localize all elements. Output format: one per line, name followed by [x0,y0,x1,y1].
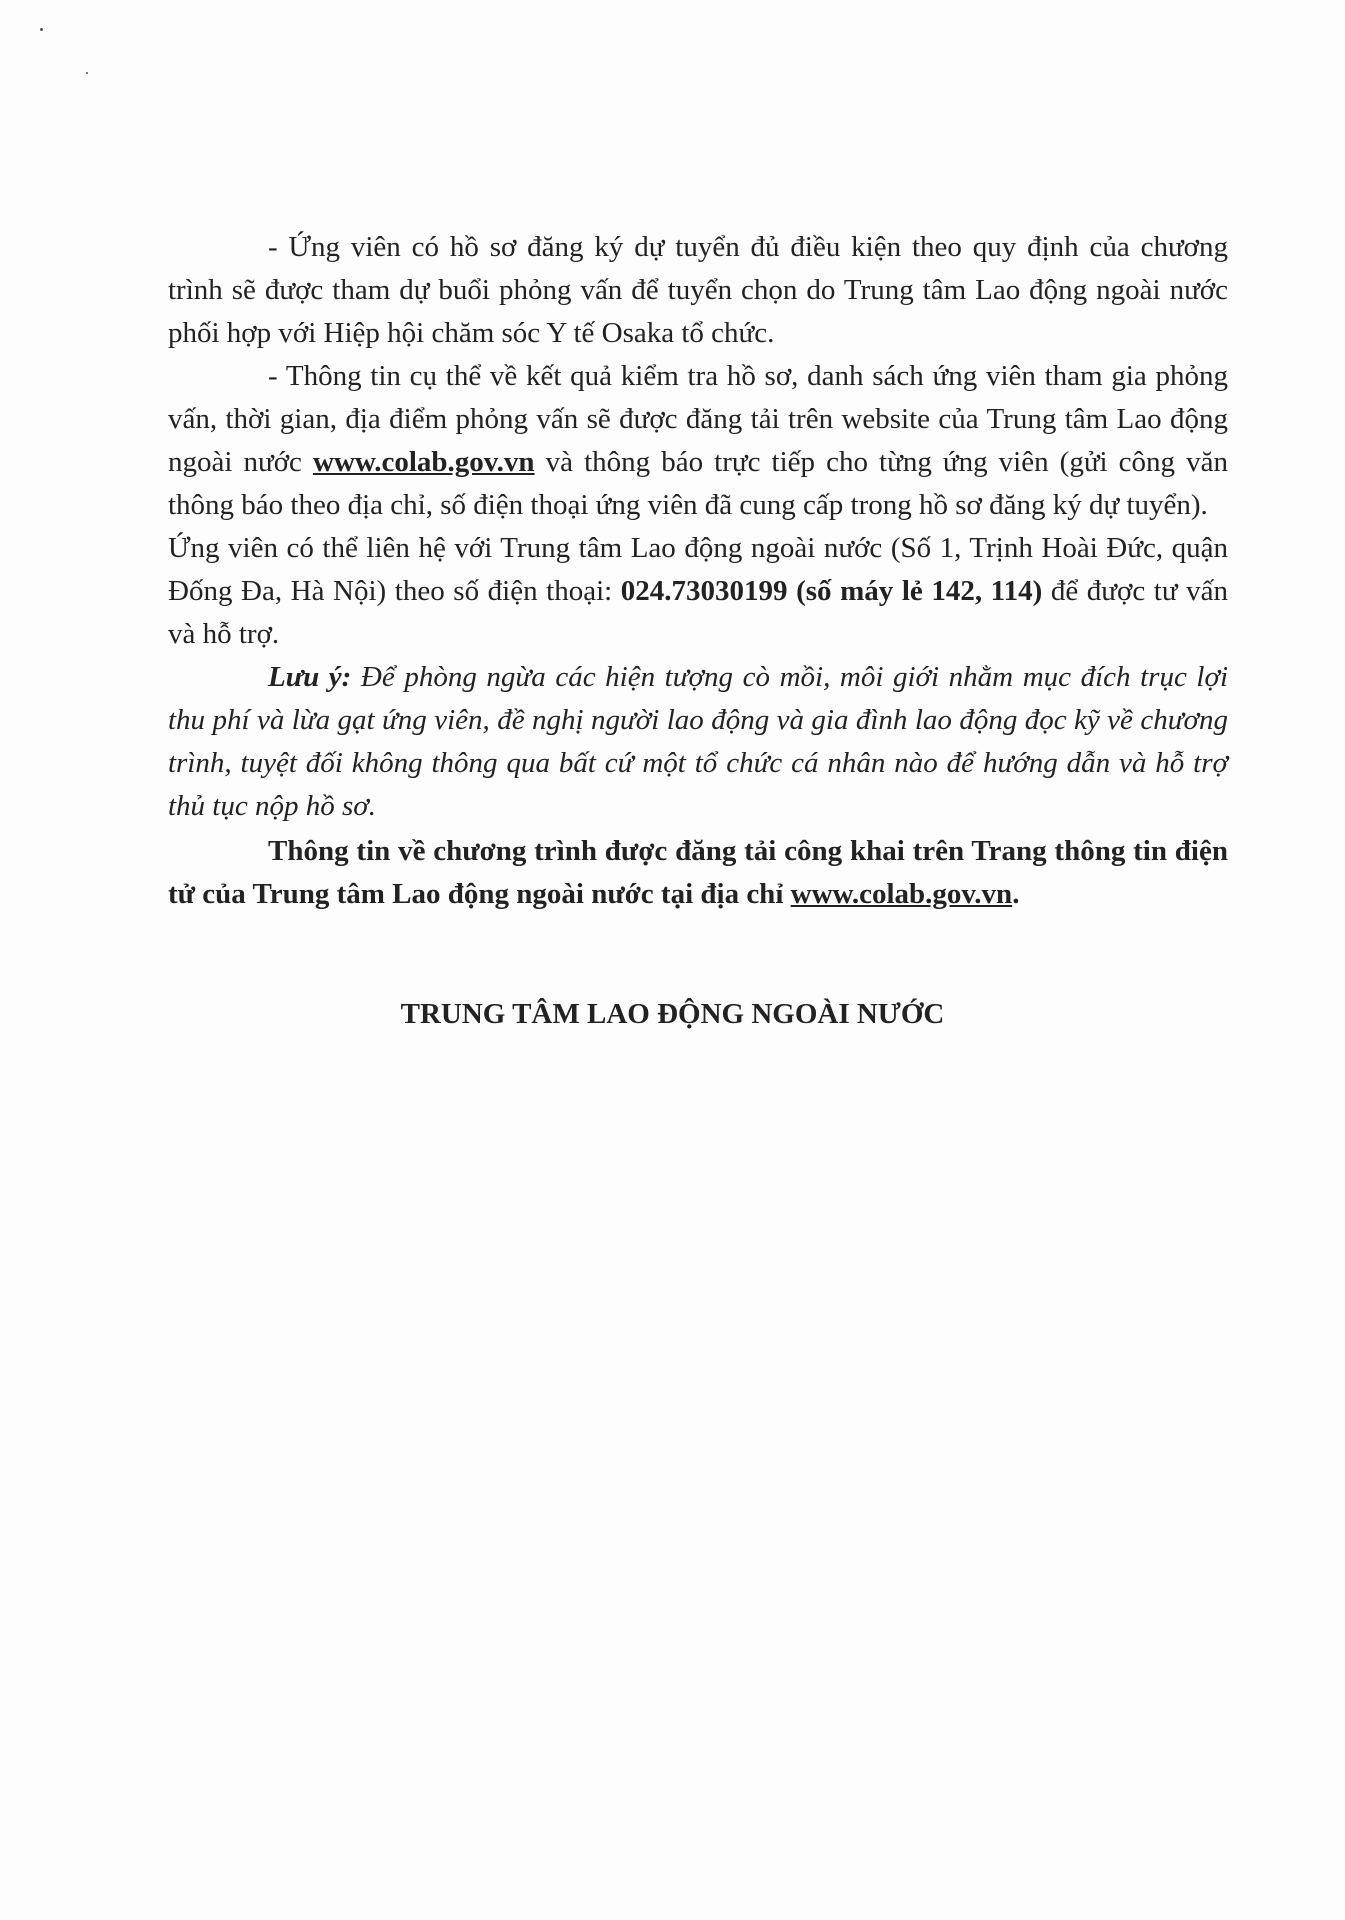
paragraph-contact [168,527,1228,656]
paragraph-contact-text-start: Ứng viên có thể liên hệ với Trung tâm Lao động ngoài nước (Số 1, Trịnh Hoài Đức, quận Đống Đa, Hà Nội) theo số điện thoại: [168,532,1228,607]
paragraph-interview-text: - Ứng viên có hồ sơ đăng ký dự tuyển đủ điều kiện theo quy định của chương trình sẽ được tham dự buổi phỏng vấn để tuyển chọn do Trung tâm Lao động ngoài nước phối hợp với Hiệp hội chăm sóc Y tế Osaka tổ chức. [168,231,1228,349]
paragraph-contact-text-end: để được tư vấn và hỗ trợ. [168,575,1228,650]
document-body [168,226,1228,916]
signature-organization: TRUNG TÂM LAO ĐỘNG NGOÀI NƯỚC [400,998,945,1030]
scan-speck [86,72,88,74]
paragraph-results-text-end: và thông báo trực tiếp cho từng ứng viên (gửi công văn thông báo theo địa chỉ, số điện thoại ứng viên đã cung cấp trong hồ sơ đăng ký dự tuyển). [168,446,1228,521]
note-label: Lưu ý: [268,661,352,693]
closing-website-link[interactable]: www.colab.gov.vn [790,878,1013,910]
paragraph-interview [168,226,1228,355]
closing-text-start: Thông tin về chương trình được đăng tải công khai trên Trang thông tin điện tử của Trung tâm Lao động ngoài nước tại địa chỉ [168,835,1228,910]
website-link[interactable]: www.colab.gov.vn [313,446,535,478]
paragraph-note [168,656,1228,828]
paragraph-results-text-start: - Thông tin cụ thể về kết quả kiểm tra hồ sơ, danh sách ứng viên tham gia phỏng vấn, thời gian, địa điểm phỏng vấn sẽ được đăng tải trên website của Trung tâm Lao động ngoài nước [168,360,1228,478]
scan-speck [40,28,43,31]
closing-text-end: . [1012,878,1020,910]
contact-phone: 024.73030199 (số máy lẻ 142, 114) [620,575,1043,607]
note-text: Để phòng ngừa các hiện tượng cò mồi, môi giới nhằm mục đích trục lợi thu phí và lừa gạt ứng viên, đề nghị người lao động và gia đình lao động đọc kỹ về chương trình, tuyệt đối không thông qua bất cứ một tổ chức cá nhân nào để hướng dẫn và hỗ trợ thủ tục nộp hồ sơ. [168,661,1229,822]
paragraph-closing [168,830,1228,916]
paragraph-results-info [168,355,1228,527]
